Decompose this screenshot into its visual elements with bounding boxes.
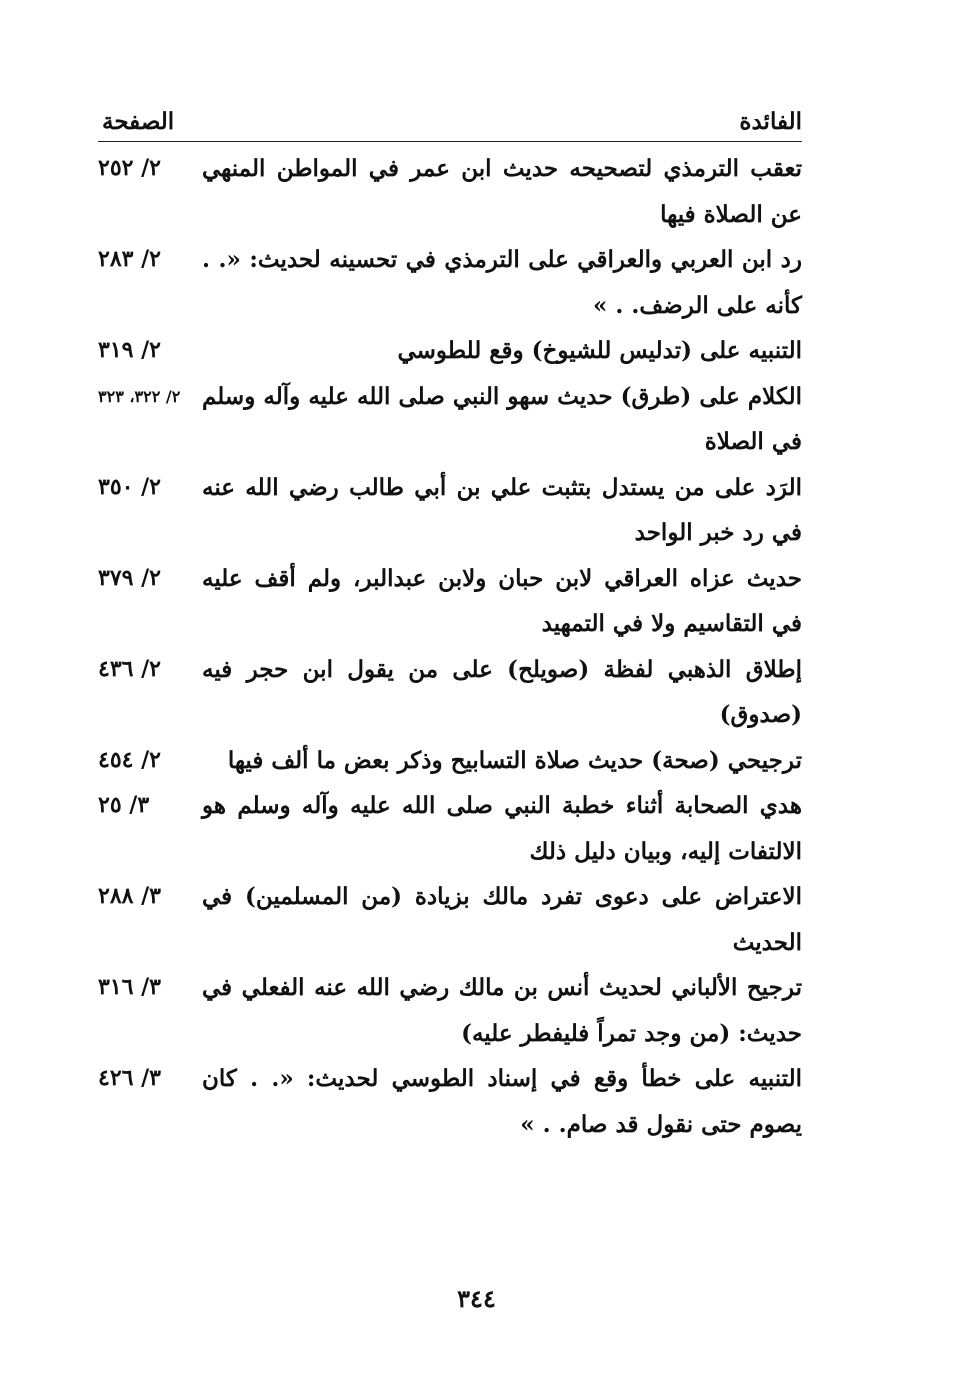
entry-text: هدي الصحابة أثناء خطبة النبي صلى الله عليه وآله وسلم هو الالتفات إليه، وبيان دليل ذلك xyxy=(202,792,802,865)
entry-page-ref: ٣/ ٣١٦ xyxy=(98,974,161,1000)
entry-page-ref: ٢/ ٤٥٤ xyxy=(98,746,161,773)
entry-page-ref: ٣/ ٤٢٦ xyxy=(98,1065,161,1091)
list-item xyxy=(98,783,802,874)
list-item xyxy=(98,328,802,374)
list-item xyxy=(98,874,802,965)
entry-page-ref: ٢/ ٣٢٢، ٣٢٣ xyxy=(98,386,181,406)
list-item xyxy=(98,556,802,647)
entry-text: إطلاق الذهبي لفظة (صويلح) على من يقول ابن حجر فيه (صدوق) xyxy=(202,655,802,728)
entry-text: الرَد على من يستدل بتثبت علي بن أبي طالب رضي الله عنه في رد خبر الواحد xyxy=(202,473,802,546)
entry-text: رد ابن العربي والعراقي على الترمذي في تحسينه لحديث: «. . كأنه على الرضف. . » xyxy=(202,246,802,319)
list-item xyxy=(98,1056,802,1147)
entry-text: الكلام على (طرق) حديث سهو النبي صلى الله عليه وآله وسلم في الصلاة xyxy=(202,382,802,455)
entry-text: التنبيه على (تدليس للشيوخ) وقع للطوسي xyxy=(397,337,802,364)
header-page-label: الصفحة xyxy=(102,108,175,135)
entry-page-ref: ٢/ ٤٣٦ xyxy=(98,655,161,682)
entry-page-ref: ٢/ ٣١٩ xyxy=(98,337,161,363)
entry-page-ref: ٢/ ٣٧٩ xyxy=(98,564,161,591)
header-topic-label: الفائدة xyxy=(739,108,802,135)
entries-list xyxy=(98,146,802,1147)
header-divider xyxy=(98,141,802,142)
list-item xyxy=(98,374,802,465)
entry-page-ref: ٣/ ٢٨٨ xyxy=(98,883,161,909)
entry-page-ref: ٢/ ٢٨٣ xyxy=(98,246,161,272)
table-header xyxy=(98,108,802,142)
list-item xyxy=(98,465,802,556)
list-item xyxy=(98,965,802,1056)
entry-text: تعقب الترمذي لتصحيحه حديث ابن عمر في المواطن المنهي عن الصلاة فيها xyxy=(202,155,802,228)
list-item xyxy=(98,738,802,784)
entry-text: ترجيحي (صحة) حديث صلاة التسابيح وذكر بعض ما ألف فيها xyxy=(227,746,802,774)
page-number: ٣٤٤ xyxy=(457,1284,496,1313)
entry-page-ref: ٢/ ٢٥٢ xyxy=(98,155,161,181)
entry-page-ref: ٣/ ٢٥ xyxy=(98,792,150,818)
entry-text: ترجيح الألباني لحديث أنس بن مالك رضي الله عنه الفعلي في حديث: (من وجد تمراً فليفطر عليه) xyxy=(202,974,802,1047)
entry-text: الاعتراض على دعوى تفرد مالك بزيادة (من المسلمين) في الحديث xyxy=(202,883,802,956)
entry-text: حديث عزاه العراقي لابن حبان ولابن عبدالبر، ولم أقف عليه في التقاسيم ولا في التمهيد xyxy=(202,564,802,637)
list-item xyxy=(98,146,802,237)
entry-text: التنبيه على خطأ وقع في إسناد الطوسي لحديث: «. . كان يصوم حتى نقول قد صام. . » xyxy=(202,1065,802,1138)
entry-page-ref: ٢/ ٣٥٠ xyxy=(98,473,161,500)
list-item xyxy=(98,647,802,738)
list-item xyxy=(98,237,802,328)
